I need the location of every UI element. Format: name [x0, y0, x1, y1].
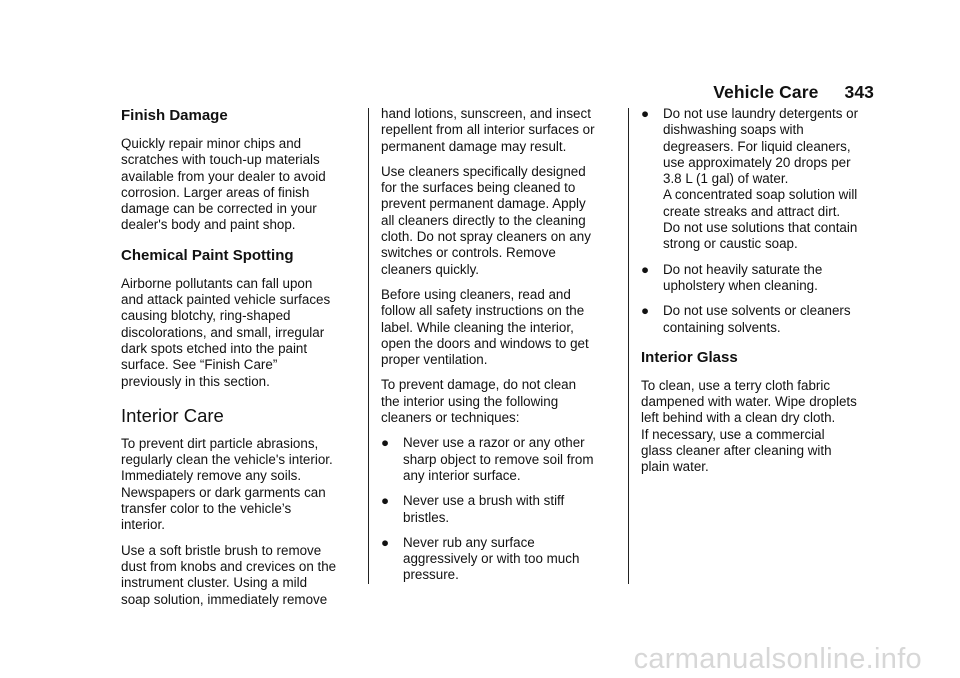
bullet-dot-icon: ●	[381, 534, 390, 550]
column-1	[121, 106, 357, 617]
prevent-damage-paragraph: To prevent damage, do not clean the interior using the following cleaners or techniques:	[381, 377, 577, 426]
safety-paragraph: Before using cleaners, read and follow all safety instructions on the label. While cleaning the interior, open the doors and windows to get proper ventilation.	[381, 286, 589, 368]
bullet-text: Never use a razor or any other sharp object to remove soil from any interior surface.	[403, 435, 594, 483]
bullet-dot-icon: ●	[641, 106, 650, 121]
continued-paragraph: hand lotions, sunscreen, and insect repellent from all interior surfaces or permanent damage may result.	[381, 106, 595, 154]
bullet-dot-icon: ●	[641, 261, 650, 277]
column-3	[641, 106, 877, 485]
running-header	[713, 82, 874, 103]
interior-care-heading: Interior Care	[121, 404, 224, 426]
bullet-dot-icon: ●	[381, 435, 390, 451]
bullet-item	[641, 106, 877, 253]
bullet-item	[641, 262, 877, 295]
chemical-paint-spotting-heading: Chemical Paint Spotting	[121, 246, 294, 264]
column-divider	[628, 108, 629, 584]
bullet-text: Do not use laundry detergents or dishwashing soaps with degreasers. For liquid cleaners, use approximately 20 drops per 3.8 L (1 gal) of water. A concentrated soap solution will create streaks and attract dirt. Do not use solutions that contain strong or caustic soap.	[663, 106, 859, 252]
bullet-item	[381, 435, 617, 484]
interior-care-brush-paragraph: Use a soft bristle brush to remove dust from knobs and crevices on the instrument cluster. Using a mild soap solution, immediately remove	[121, 542, 337, 607]
interior-care-paragraph: To prevent dirt particle abrasions, regularly clean the vehicle's interior. Immediately remove any soils. Newspapers or dark garments can transfer color to the vehicle’s interior.	[121, 435, 333, 533]
bullet-item	[641, 303, 877, 336]
bullet-text: Do not use solvents or cleaners containing solvents.	[663, 303, 851, 335]
section-title: Vehicle Care	[713, 82, 819, 102]
bullet-item	[381, 535, 617, 584]
watermark: carmanualsonline.info	[633, 643, 922, 675]
interior-glass-heading: Interior Glass	[641, 348, 738, 366]
column-divider	[368, 108, 369, 584]
chemical-paint-spotting-paragraph: Airborne pollutants can fall upon and attack painted vehicle surfaces causing blotchy, ring-shaped discolorations, and small, irregular dark spots etched into the paint surface. See “Finish Care” previously in this section.	[121, 275, 331, 389]
page-number: 343	[844, 82, 874, 102]
bullet-dot-icon: ●	[641, 303, 650, 319]
interior-glass-paragraph: To clean, use a terry cloth fabric dampened with water. Wipe droplets left behind with a clean dry cloth. If necessary, use a commercial glass cleaner after cleaning with plain water.	[641, 377, 857, 475]
column-2	[381, 106, 617, 593]
bullet-text: Never rub any surface aggressively or with too much pressure.	[403, 534, 580, 583]
finish-damage-paragraph: Quickly repair minor chips and scratches with touch-up materials available from your dealer to avoid corrosion. Larger areas of finish damage can be corrected in your dealer's body and paint shop.	[121, 136, 326, 233]
finish-damage-heading: Finish Damage	[121, 107, 228, 124]
bullet-item	[381, 493, 617, 526]
bullet-dot-icon: ●	[381, 493, 390, 509]
bullet-text: Never use a brush with stiff bristles.	[403, 493, 565, 525]
cleaners-paragraph: Use cleaners specifically designed for the surfaces being cleaned to prevent permanent damage. Apply all cleaners directly to the cleaning cloth. Do not spray cleaners on any switches or controls. Remove cleaners quickly.	[381, 163, 591, 277]
bullet-text: Do not heavily saturate the upholstery when cleaning.	[663, 261, 823, 293]
